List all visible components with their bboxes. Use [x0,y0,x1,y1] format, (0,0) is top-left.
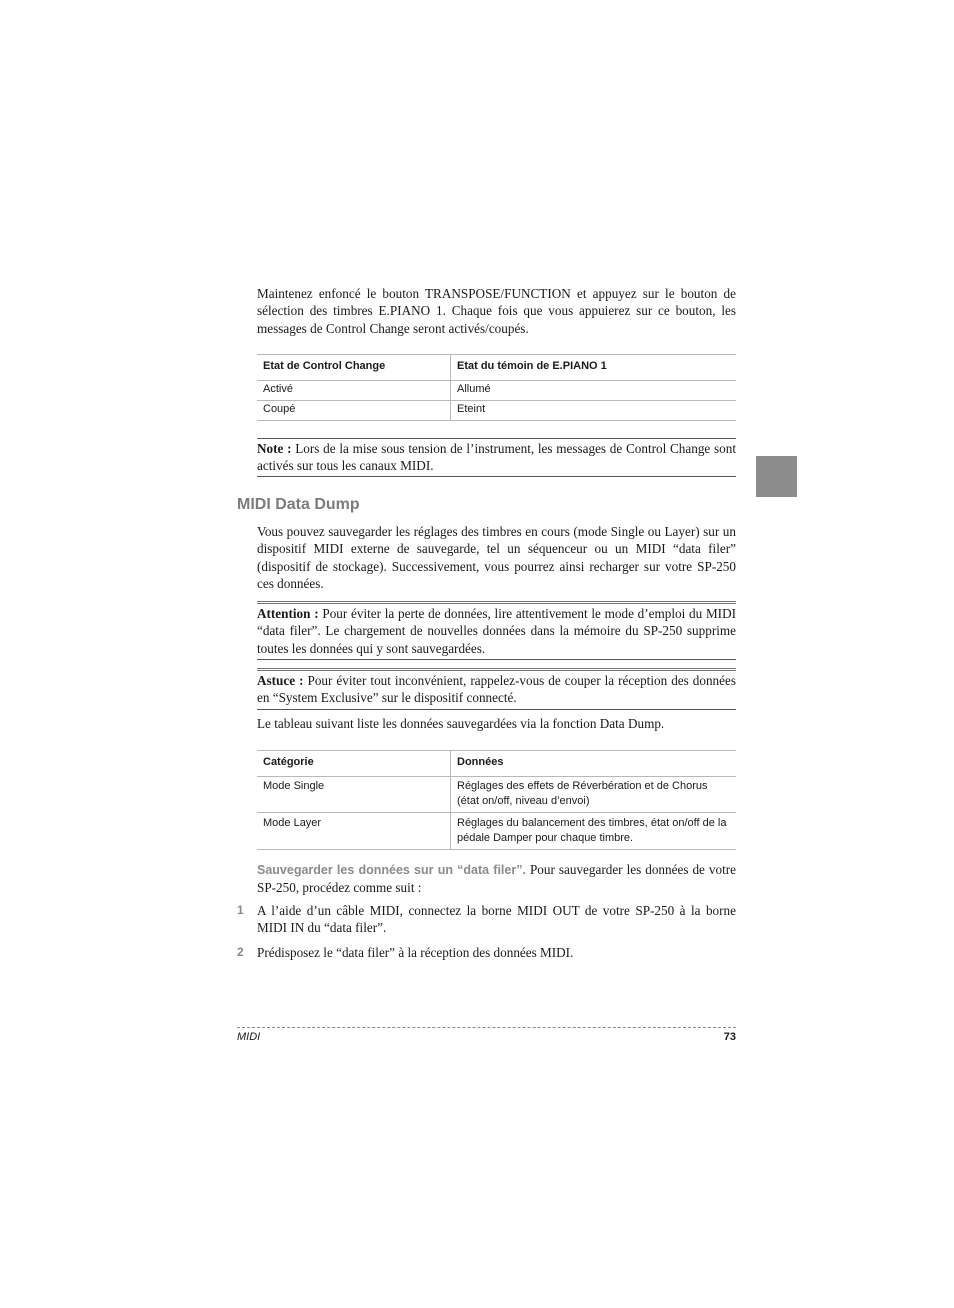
table-header-row [257,751,736,777]
note-label: Note : [257,441,292,456]
page-number: 73 [723,1031,736,1043]
chapter-tab-marker [756,456,797,497]
table-row [257,381,736,401]
procedure-paragraph [257,861,736,897]
note-box [257,438,736,477]
section-paragraph: Vous pouvez sauvegarder les réglages des timbres en cours (mode Single ou Layer) sur un dispositif MIDI externe de sauvegarde, tel un séquenceur ou un MIDI “data filer” (dispositif de stockage). Successivement, vous pourrez ainsi recharger sur votre SP-250 ces données. [257,524,736,591]
table-row [257,401,736,421]
control-change-table [257,354,736,421]
table-header-cell: Catégorie [257,751,451,777]
table-cell: Mode Layer [257,813,451,850]
table-intro: Le tableau suivant liste les données sauvegardées via la fonction Data Dump. [257,716,665,731]
procedure-runin: Sauvegarder les données sur un “data filer”. [257,863,526,877]
table-cell: Réglages des effets de Réverbération et de Chorus (état on/off, niveau d’envoi) [457,780,708,807]
procedure-text: Pour sauvegarder les données de votre SP-250, procédez comme suit : [257,862,737,896]
step-text: A l’aide d’un câble MIDI, connectez la borne MIDI OUT de votre SP-250 à la borne MIDI IN du “data filer”. [257,903,736,936]
table-header-cell: Données [457,756,504,768]
table-row [257,813,736,850]
astuce-box [257,668,736,710]
table-cell: Activé [257,381,451,401]
attention-box [257,601,736,660]
section-heading: MIDI Data Dump [237,496,360,513]
attention-text: Pour éviter la perte de données, lire attentivement le mode d’emploi du MIDI “data filer”. Le chargement de nouvelles données dans la mémoire du SP-250 supprime toutes les données qui y sont sauvegardées. [257,606,736,656]
footer-section: MIDI [237,1031,261,1043]
attention-label: Attention : [257,606,319,621]
astuce-text: Pour éviter tout inconvénient, rappelez-vous de couper la réception des données en “System Exclusive” sur le dispositif connecté. [257,673,736,706]
table-row [257,777,736,813]
note-text: Lors de la mise sous tension de l’instrument, les messages de Control Change sont activés sur tous les canaux MIDI. [257,441,737,474]
table-header-cell: Etat de Control Change [257,355,451,381]
step-text: Prédisposez le “data filer” à la réception des données MIDI. [257,945,574,960]
table-cell: Eteint [457,403,486,415]
table-cell: Réglages du balancement des timbres, état on/off de la pédale Damper pour chaque timbre. [457,817,727,844]
table-cell: Allumé [457,383,491,395]
astuce-label: Astuce : [257,673,304,688]
table-cell: Mode Single [257,777,451,813]
intro-paragraph: Maintenez enfoncé le bouton TRANSPOSE/FUNCTION et appuyez sur le bouton de sélection des timbres E.PIANO 1. Chaque fois que vous appuierez sur ce bouton, les messages de Control Change seront activés/coupés. [257,286,736,336]
step-number: 2 [237,945,244,959]
table-cell: Coupé [257,401,451,421]
table-header-cell: Etat du témoin de E.PIANO 1 [457,360,607,372]
table-header-row [257,355,736,381]
step-number: 1 [237,903,244,917]
data-dump-table [257,750,736,850]
footer-rule [237,1027,736,1028]
